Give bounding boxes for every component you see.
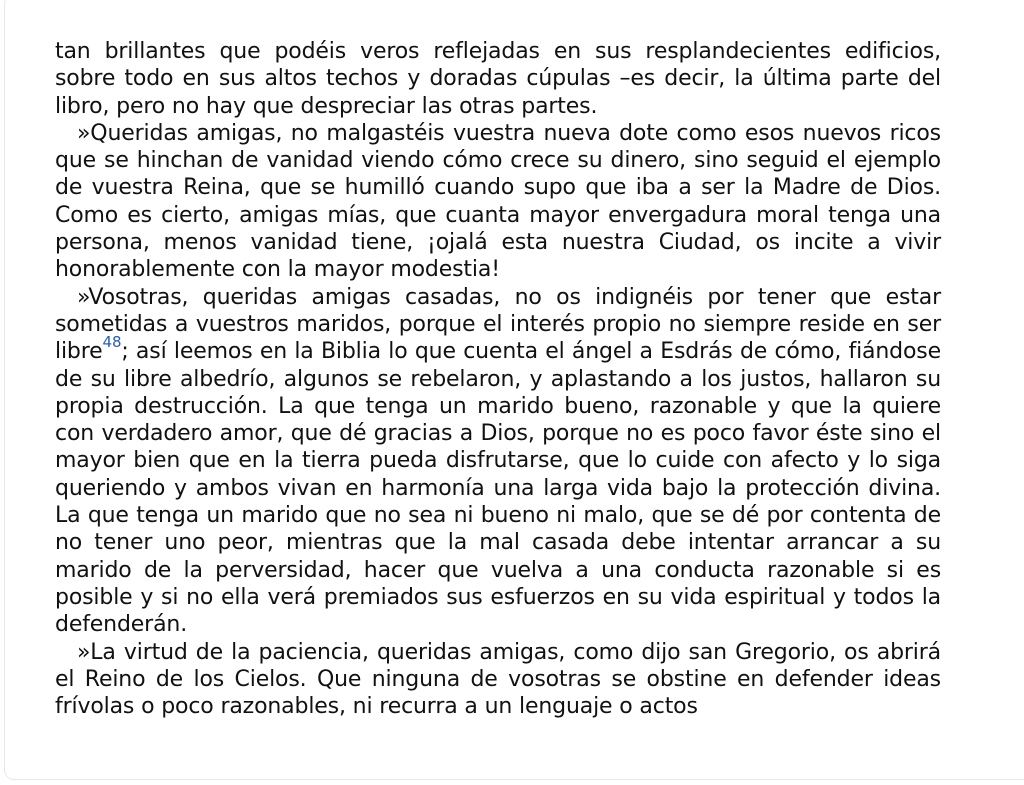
paragraph-4-text: »La virtud de la paciencia, queridas amigas, como dijo san Gregorio, os abrirá el Reino de los Cielos. Que ninguna de vosotras se obstine en defender ideas frívolas o poco razonables, ni recurra a un lenguaje o actos: [55, 639, 941, 720]
paragraph-2-text: »Queridas amigas, no malgastéis vuestra nueva dote como esos nuevos ricos que se hinchan de vanidad viendo cómo crece su dinero, sino seguid el ejemplo de vuestra Reina, que se humilló cuando supo que iba a ser la Madre de Dios. Como es cierto, amigas mías, que cuanta mayor envergadura moral tenga una persona, menos vanidad tiene, ¡ojalá esta nuestra Ciudad, os incite a vivir honorablemente con la mayor modestia!: [55, 120, 941, 283]
paragraph-4: [55, 639, 941, 721]
paragraph-3: [55, 284, 941, 639]
paragraph-3-text-after: ; así leemos en la Biblia lo que cuenta el ángel a Esdrás de cómo, fiándose de su libre albedrío, algunos se rebelaron, y aplastando a los justos, hallaron su propia destrucción. La que tenga un marido bueno, razonable y que la quiere con verdadero amor, que dé gracias a Dios, porque no es poco favor éste sino el mayor bien que en la tierra pueda disfrutarse, que lo cuide con afecto y lo siga queriendo y ambos vivan en harmonía una larga vida bajo la protección divina. La que tenga un marido que no sea ni bueno ni malo, que se dé por contenta de no tener uno peor, mientras que la mal casada debe intentar arrancar a su marido de la perversidad, hacer que vuelva a una conducta razonable si es posible y si no ella verá premiados sus esfuerzos en su vida espiritual y todos la defenderán.: [55, 339, 941, 638]
book-page: [55, 38, 941, 720]
paragraph-3-text-before: »Vosotras, queridas amigas casadas, no os indignéis por tener que estar sometidas a vuestros maridos, porque el interés propio no siempre reside en ser libre: [55, 284, 941, 365]
paragraph-1: [55, 38, 941, 120]
paragraph-1-text: tan brillantes que podéis veros reflejadas en sus resplandecientes edificios, sobre todo en sus altos techos y doradas cúpulas –es decir, la última parte del libro, pero no hay que despreciar las otras partes.: [55, 39, 941, 119]
footnote-link-48[interactable]: 48: [102, 333, 122, 352]
paragraph-2: [55, 120, 941, 284]
